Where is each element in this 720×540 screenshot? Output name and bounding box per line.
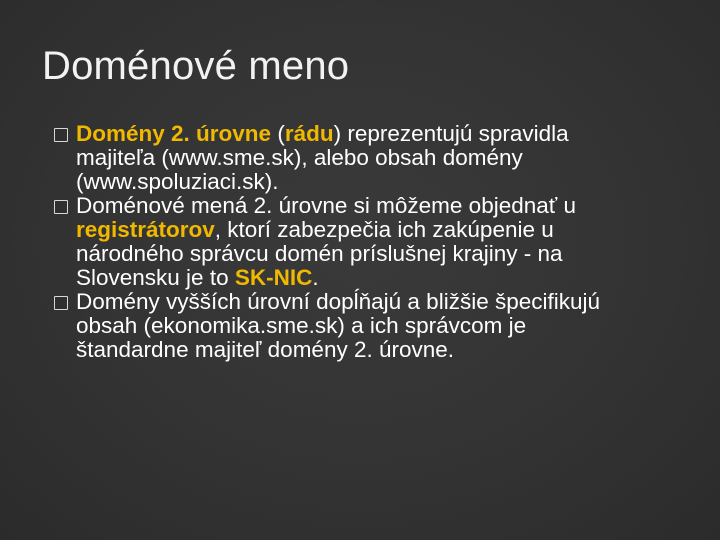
bullet-item-2 [54,194,614,290]
bullet-2-segment-4: SK-NIC [234,265,313,290]
slide-body [54,122,614,362]
bullet-1-segment-2: ( [271,121,285,146]
bullet-1-segment-1: Domény 2. úrovne [76,121,272,146]
bullet-item-1 [54,122,614,194]
bullet-1-segment-3: rádu [284,121,334,146]
bullet-2-segment-1: Doménové mená 2. úrovne si môžeme objednať u [76,193,576,218]
bullet-2-segment-2: registrátorov [76,217,215,242]
bullet-3-segment-1: Domény vyšších úrovní dopĺňajú a bližšie špecifikujú obsah (ekonomika.sme.sk) a ich správcom je štandardne majiteľ domény 2. úrovne. [76,289,601,362]
checkbox-square-icon [54,296,68,310]
bullet-2-segment-5: . [312,265,319,290]
slide-title: Doménové meno [42,44,350,88]
bullet-1-segment-4: ) reprezentujú spravidla majiteľa (www.sme.sk), alebo obsah domény (www.spoluziaci.sk). [76,121,569,194]
bullet-2-segment-3: , ktorí zabezpečia ich zakúpenie u národného správcu domén príslušnej krajiny - na Slovensku je to [76,217,563,290]
checkbox-square-icon [54,200,68,214]
bullet-item-3 [54,290,614,362]
checkbox-square-icon [54,128,68,142]
